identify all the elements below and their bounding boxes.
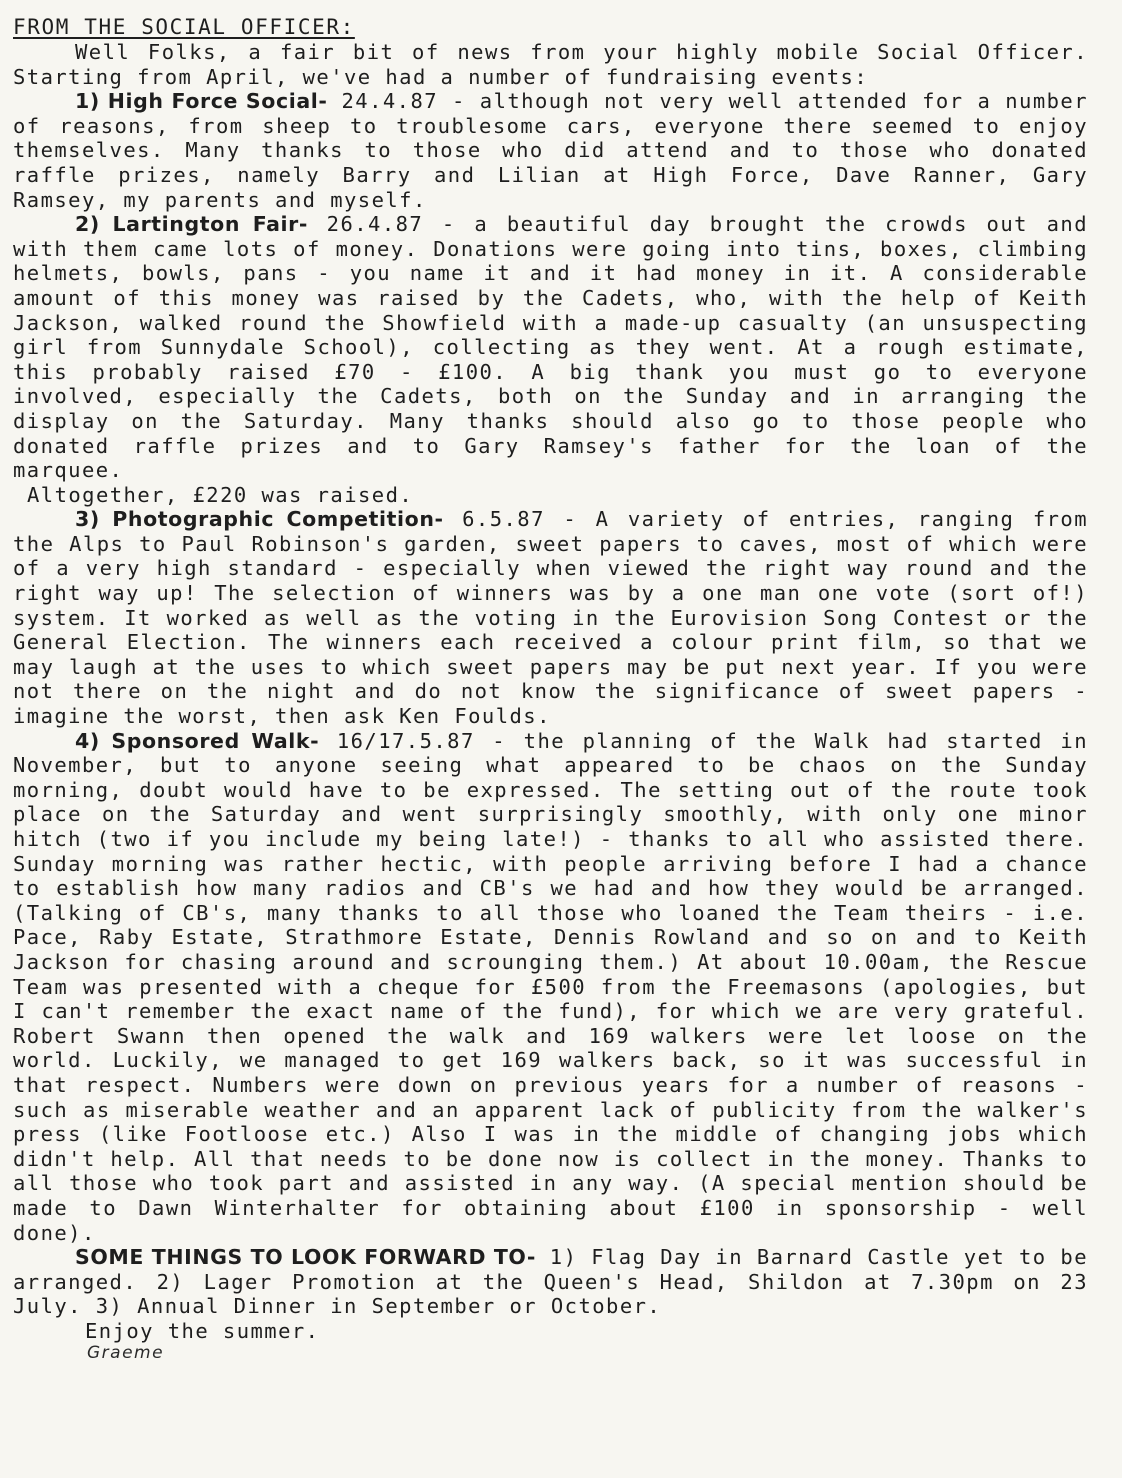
item-sponsored-walk — [13, 729, 1088, 1245]
look-forward-heading: SOME THINGS TO LOOK FORWARD TO- — [75, 1245, 536, 1270]
page-heading: FROM THE SOCIAL OFFICER: — [13, 15, 355, 39]
item-body: 24.4.87 - although not very well attended for a number of reasons, from sheep to troublesome cars, everyone there seemed to enjoy themselves. Many thanks to those who did attend and to those who donated raffle prizes, namely Barry and Lilian at High Force, Dave Ranner, Gary Ramsey, my parents and myself. — [13, 89, 1088, 212]
signature: Graeme — [87, 1343, 165, 1364]
closing-line: Enjoy the summer. — [85, 1318, 320, 1343]
item-body: 16/17.5.87 - the planning of the Walk had started in November, but to anyone seeing what appeared to be chaos on the Sunday morning, doubt would have to be expressed. The setting out of the route took place on the Saturday and went surprisingly smoothly, with only one minor hitch (two if you include my being late!) - thanks to all who assisted there. Sunday morning was rather hectic, with people arriving before I had a chance to establish how many radios and CB's we had and how they would be arranged. (Talking of CB's, many thanks to all those who loaned the Team theirs - i.e. Pace, Raby Estate, Strathmore Estate, Dennis Rowland and so on and to Keith Jackson for chasing around and scrounging them.) At about 10.00am, the Rescue Team was presented with a cheque for £500 from the Freemasons (apologies, but I can't remember the exact name of the fund), for which we are very grateful. Robert Swann then opened the walk and 169 walkers were let loose on the world. Luckily, we managed to get 169 walkers back, so it was successful in that respect. Numbers were down on previous years for a number of reasons - such as miserable weather and an apparent lack of publicity from the walker's press (like Footloose etc.) Also I was in the middle of changing jobs which didn't help. All that needs to be done now is collect in the money. Thanks to all those who took part and assisted in any way. (A special mention should be made to Dawn Winterhalter for obtaining about £100 in sponsorship - well done). — [13, 728, 1089, 1245]
intro-paragraph: Well Folks, a fair bit of news from your highly mobile Social Officer. Starting from April, we've had a number of fundraising events: — [13, 40, 1088, 89]
item-lartington-fair — [13, 212, 1088, 483]
fair-total: Altogether, £220 was raised. — [27, 482, 414, 507]
item-body: 26.4.87 - a beautiful day brought the crowds out and with them came lots of money. Donations were going into tins, boxes, climbing helmets, bowls, pans - you name it and it had money in it. A considerable amount of this money was raised by the Cadets, who, with the help of Keith Jackson, walked round the Showfield with a made-up casualty (an unsuspecting girl from Sunnydale School), collecting as they went. At a rough estimate, this probably raised £70 - £100. A big thank you must go to everyone involved, especially the Cadets, both on the Sunday and in arranging the display on the Saturday. Many thanks should also go to those people who donated raffle prizes and to Gary Ramsey's father for the loan of the marquee. — [13, 212, 1088, 483]
item-heading: 1) High Force Social- — [75, 89, 328, 114]
item-heading: 2) Lartington Fair- — [75, 212, 308, 237]
look-forward-body: 1) Flag Day in Barnard Castle yet to be arranged. 2) Lager Promotion at the Queen's Head, Shildon at 7.30pm on 23 July. 3) Annual Dinner in September or October. — [13, 1245, 1088, 1319]
item-heading: 3) Photographic Competition- — [75, 507, 444, 532]
item-body: 6.5.87 - A variety of entries, ranging from the Alps to Paul Robinson's garden, sweet papers to caves, most of which were of a very high standard - especially when viewed the right way round and the right way up! The selection of winners was by a one man one vote (sort of!) system. It worked as well as the voting in the Eurovision Song Contest or the General Election. The winners each received a colour print film, so that we may laugh at the uses to which sweet papers may be put next year. If you were not there on the night and do not know the significance of sweet papers - imagine the worst, then ask Ken Foulds. — [13, 507, 1088, 729]
item-high-force-social — [13, 89, 1088, 212]
item-heading: 4) Sponsored Walk- — [75, 728, 320, 753]
item-photographic-competition — [13, 507, 1088, 728]
look-forward-paragraph — [13, 1245, 1088, 1319]
